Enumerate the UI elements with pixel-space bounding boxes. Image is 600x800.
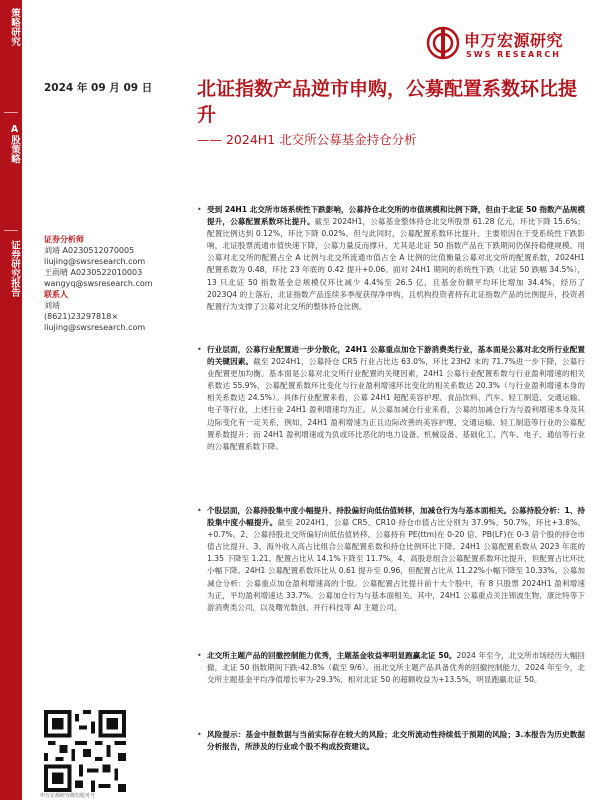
paragraph-lead: 风险提示： [207,730,246,739]
report-date: 2024 年 09 月 09 日 [44,82,153,94]
paragraph-text: 截至 2024H1，公募 CR5、CR10 持仓市值占比分别为 37.9%、50.7%，环比+3.8%、+0.7%。2、公募持股北交所偏好向低估值转移。公募持有 PE(ttm)在 0-20 倍、PB(LF)在 0-3 倍个股的持仓市值占比提升。3、海外收入高占比组合公募配置系数和持仓比例环比下降。24H1 公募配置系数从 2023 年底的 1.35 下降至 1.21、配置占比从 14.1%下降至 11.7%。4、高股息组合公募配置系数环比提升，但配置占比环比小幅下降。24H1 公募配置系数环比从 0.61 提升至 0.96，但配置占比从 11.22%小幅下降至 10.33%。公募加减仓分析：公募重点加仓盈利增速高的个股。公募配置占比提升前十大个股中，有 8 只股票 2024H1 盈利增速为正，平均盈利增速达 33.7%。公募加仓行为与基本面相关。其中，24H1 公募重点关注锦波生物、康比特等下游消费类公司，以及曙光数创、并行科技等 AI 主题公司。 [207,518,586,612]
summary-paragraph [197,505,586,643]
bullet-icon: • [197,345,202,354]
paragraph-text: 截至 2024H1，公募持仓 CR5 行业占比达 63.0%，环比 23H2 末的 71.7%进一步下降，公募行业配置更加均衡。基本面是公募对北交所行业配置的关键因素，24H1 公募行业配置系数与行业盈利增速的相关系数达 55.9%，公募配置系数环比变化与行业盈利增速环比变化的相关系数达 20.3%（与行业盈利增速本身的相关系数达 24.5%）。具体行业配置来看，公募 24H1 超配美容护理、食品饮料、汽车、轻工制造、交通运输、电子等行业，上述行业 24H1 盈利增速均为正。从公募加减仓行业来看，公募的加减仓行为与盈利增速本身及其边际变化有一定关系，例如，24H1 盈利增速为正且边际改善的美容护理、交通运输、轻工制造等行业的公募配置系数提升；而 24H1 盈利增速或为负或环比恶化的电力设备、机械设备、基础化工、汽车、电子、通信等行业的公募配置系数下降。 [207,357,585,451]
logo-mark-icon [426,26,460,60]
paragraph-text: 基金中报数据与当前实际存在较大的风险；北交所流动性持续低于预期的风险；3.本报告为历史数据分析报告，所涉及的行业或个股不构成投资建议。 [207,730,586,752]
analyst-line: 刘靖 A0230512070005 [44,246,135,255]
bullet-icon: • [197,506,202,515]
logo-text-en: SWS RESEARCH [466,50,561,59]
summary-paragraph [197,650,585,722]
paragraph-text: 截至 2024H1，公募基金整体持仓北交所股票 61.28 亿元，环比下降 15.6%；配置比例达到 0.12%，环比下降 0.02%。但与此同时，公募配置系数环比提升，主要原因在于受系统性下跌影响，北证股票流通市值快速下降，公募力量反而撑升，尤其是北证 50 指数产品在下跌期间仍保持稳健规模。用公募对北交所的配置占全 A 比例与北交所流通市值占全 A 比例的比值衡量公募对北交所的配置系数，2024H1 配置系数为 0.48，环比 23 年底的 0.42 提升+0.06。面对 24H1 期间的系统性下跌（北证 50 跌幅 34.5%），13 只北证 50 指数基金总规模仅环比减少 4.4%至 26.5 亿，且基金份额平均环比增加 34.4%，经历了 2023Q4 的上落后，北证指数产品连续多季度获得净申购，且机构投资者持有北证指数产品的比例提升，投资者配置行为支撑了公募对北交所的整体持仓比例。 [207,217,586,311]
logo-text-cn: 申万宏源研究 [464,31,564,50]
bullet-icon: • [197,730,202,739]
paragraph-text: 2024 年至今，北交所市场经历大幅回撤，北证 50 指数期间下跌-42.8%（截至 9/6）。而北交所主题产品具备优秀的回撤控制能力，2024 年至今，北交所主题基金平均净值增长率为-29.3%，相对北证 50 的超额收益为+13.5%，明显跑赢北证 50。 [207,651,585,685]
sidebar-label-report-type: 证券研究报告 [9,240,20,297]
paragraph-lead: 行业层面，公募行业配置进一步分散化，24H1 公募重点加仓下游消费类行业，基本面是公募对北交所行业配置的关键因素。 [207,345,585,367]
sidebar-divider [4,230,18,231]
report-subtitle: —— 2024H1 北交所公募基金持仓分析 [197,132,417,147]
contact-heading: 联系人 [44,290,68,299]
analyst-line: 王雨晴 A0230522010003 [44,268,143,277]
sidebar-label-topic: A股策略 [9,124,20,164]
report-title: 北证指数产品逆市申购，公募配置系数环比提升 [197,78,578,126]
bullet-icon: • [197,651,202,660]
paragraph-lead: 受到 24H1 北交所市场系统性下跌影响，公募持仓北交所的市值规模和比例下降，但由于北证 50 指数产品规模提升，公募配置系数环比提升。 [207,205,585,227]
summary-paragraph [197,204,586,337]
contact-line: (8621)23297818× [44,312,119,321]
analyst-line: liujing@swsresearch.com [44,257,146,266]
contact-line: liujing@swsresearch.com [44,323,146,332]
paragraph-lead: 北交所主题产品的回撤控制能力优秀，主题基金收益率明显跑赢北证 50。 [207,651,457,660]
qr-code-image [44,710,126,792]
contact-line: 刘靖 [44,301,60,310]
analyst-line: wangyq@swsresearch.com [44,279,153,288]
sidebar-label-category: 策略研究 [9,8,20,46]
analyst-info [44,234,194,333]
left-sidebar [0,0,22,800]
sidebar-divider [4,112,18,113]
paragraph-lead: 个股层面，公募持股集中度小幅提升、持股偏好向低估值转移，加减仓行为与基本面相关。公募持股分析：1、持股集中度小幅提升。 [207,506,585,528]
analyst-heading: 证券分析师 [44,235,84,244]
risk-warning [197,729,586,761]
qr-caption: 申万宏源研究微信服务号 [40,793,96,799]
summary-body [197,204,586,768]
bullet-icon: • [197,205,202,214]
summary-paragraph [197,344,585,498]
company-logo [426,24,586,70]
